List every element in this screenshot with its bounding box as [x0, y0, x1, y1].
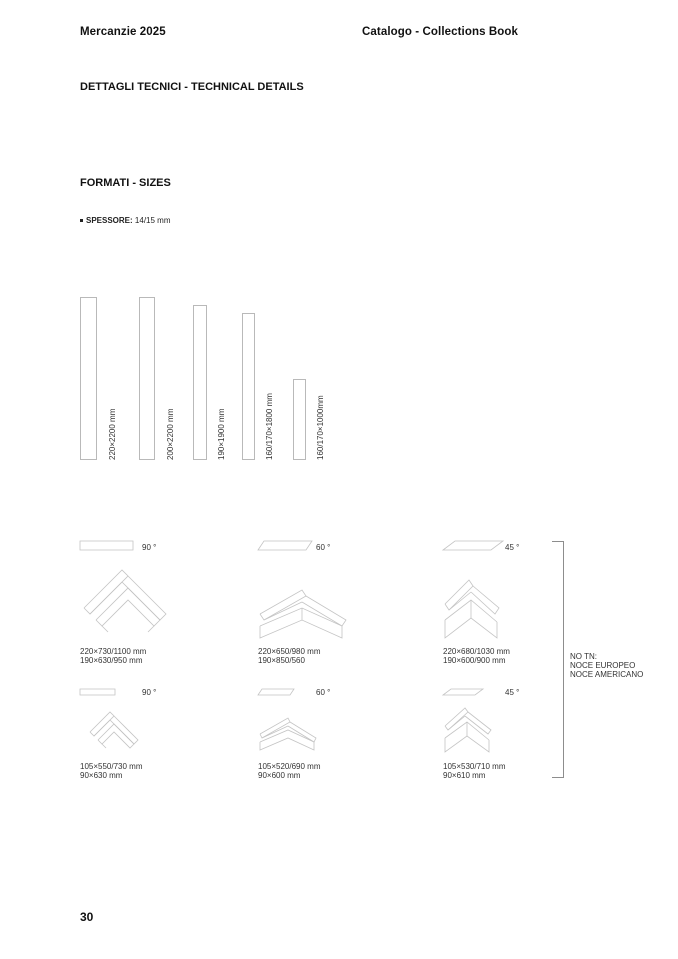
bullet-icon: [80, 219, 83, 222]
herringbone-45-large-icon: [443, 578, 503, 642]
tile-45-small-shape: [443, 688, 485, 697]
plank-shape-2: [139, 297, 155, 460]
size-90-small-2: 90×630 mm: [80, 771, 123, 780]
size-60-large-2: 190×850/560: [258, 656, 305, 665]
note-line-3: NOCE AMERICANO: [570, 670, 644, 679]
tile-90-large-shape: [80, 540, 136, 552]
size-45-small-1: 105×530/710 mm: [443, 762, 506, 771]
size-60-small-1: 105×520/690 mm: [258, 762, 321, 771]
note-line-1: NO TN:: [570, 652, 597, 661]
note-line-2: NOCE EUROPEO: [570, 661, 636, 670]
size-45-large-1: 220×680/1030 mm: [443, 647, 510, 656]
formats-title: FORMATI - SIZES: [80, 177, 171, 189]
plank-shape-5: [293, 379, 306, 460]
angle-60-large: 60 °: [316, 543, 331, 552]
size-90-small-1: 105×550/730 mm: [80, 762, 143, 771]
thickness-line: [80, 216, 171, 225]
herringbone-60-small-icon: [258, 716, 320, 754]
plank-label-4: 160/170×1800 mm: [265, 393, 274, 460]
size-90-large-1: 220×730/1100 mm: [80, 647, 147, 656]
bracket-divider: [552, 541, 564, 778]
herringbone-90-large-icon: [82, 568, 168, 640]
plank-label-1: 220×2200 mm: [108, 408, 117, 460]
angle-45-small: 45 °: [505, 688, 520, 697]
plank-shape-1: [80, 297, 97, 460]
size-45-large-2: 190×600/900 mm: [443, 656, 506, 665]
tile-90-small-shape: [80, 688, 118, 697]
size-60-large-1: 220×650/980 mm: [258, 647, 321, 656]
size-45-small-2: 90×610 mm: [443, 771, 486, 780]
tile-60-large-shape: [258, 540, 314, 552]
thickness-label: SPESSORE:: [86, 216, 133, 225]
tile-60-small-shape: [258, 688, 296, 697]
tile-45-large-shape: [443, 540, 505, 552]
section-title: DETTAGLI TECNICI - TECHNICAL DETAILS: [80, 81, 304, 93]
header-subtitle: Catalogo - Collections Book: [362, 26, 519, 38]
herringbone-90-small-icon: [88, 710, 144, 754]
plank-shape-3: [193, 305, 207, 460]
angle-45-large: 45 °: [505, 543, 520, 552]
plank-label-5: 160/170×1000mm: [316, 395, 325, 460]
plank-label-2: 200×2200 mm: [166, 408, 175, 460]
angle-90-large: 90 °: [142, 543, 157, 552]
thickness-value: 14/15 mm: [134, 216, 171, 225]
angle-90-small: 90 °: [142, 688, 157, 697]
size-90-large-2: 190×630/950 mm: [80, 656, 143, 665]
plank-label-3: 190×1900 mm: [217, 408, 226, 460]
herringbone-45-small-icon: [443, 706, 495, 754]
plank-shape-4: [242, 313, 255, 460]
header-title: Mercanzie 2025: [80, 26, 166, 38]
page-number: 30: [80, 910, 94, 924]
size-60-small-2: 90×600 mm: [258, 771, 301, 780]
herringbone-60-large-icon: [258, 586, 350, 642]
angle-60-small: 60 °: [316, 688, 331, 697]
